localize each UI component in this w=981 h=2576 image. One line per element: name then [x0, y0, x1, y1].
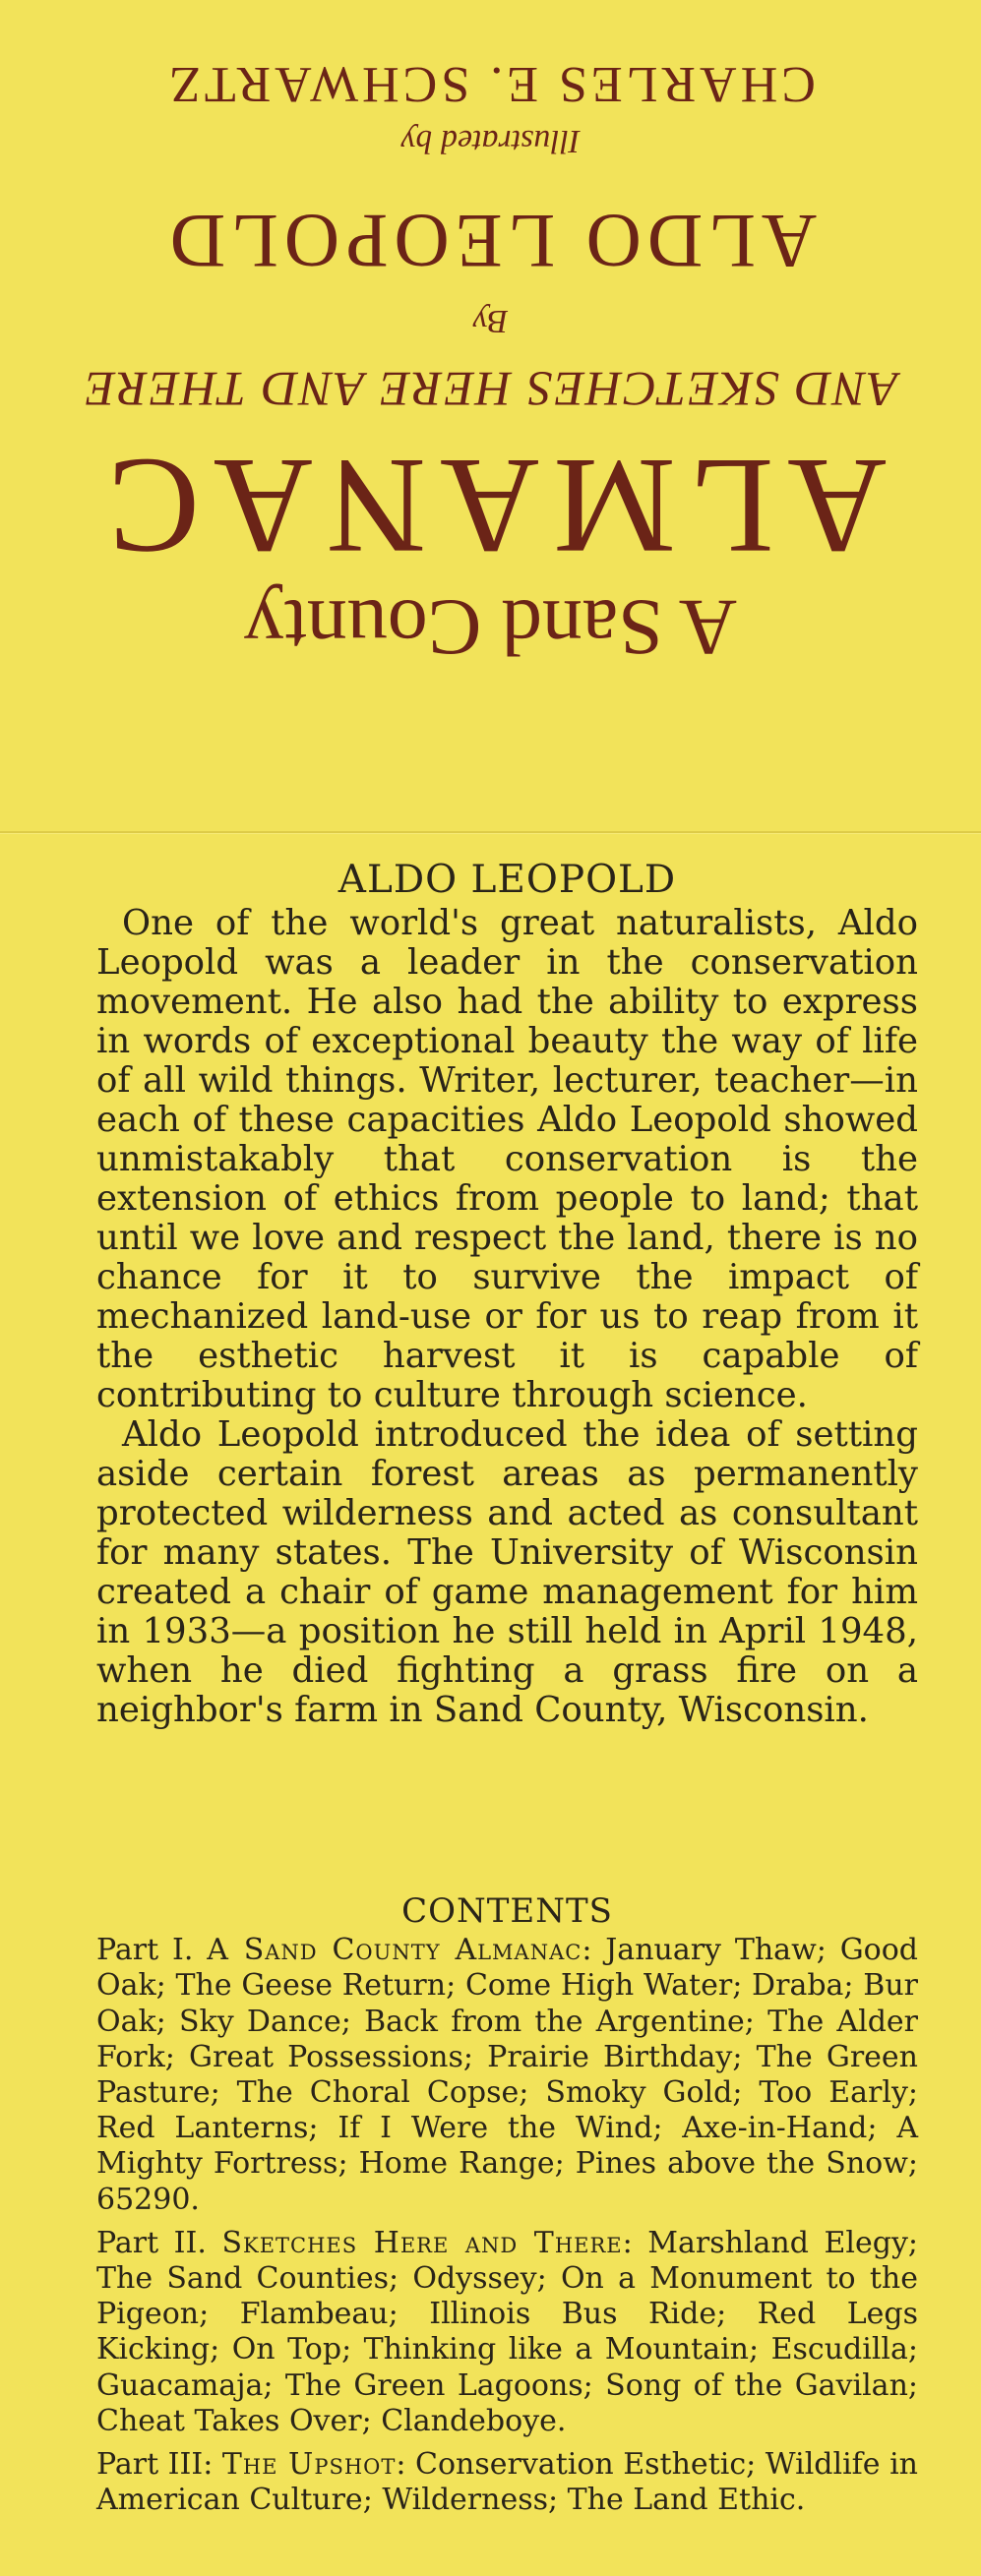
contents-part-3: [96, 2447, 918, 2518]
part-items: : January Thaw; Good Oak; The Geese Return; Come High Water; Draba; Bur Oak; Sky Dance; Back from the Argentine; The Alder Fork; Great Possessions; Prairie Birthday; The Green Pasture; The Choral Copse; Smoky Gold; Too Early; Red Lanterns; If I Were the Wind; Axe-in-Hand; A Mighty Fortress; Home Range; Pines above the Snow; 65290.: [96, 1933, 918, 2217]
part-label: Part III:: [96, 2447, 222, 2483]
author-bio: [96, 858, 918, 1730]
part-title: The Upshot: [221, 2447, 397, 2483]
contents-heading: CONTENTS: [401, 1891, 613, 1931]
bio-paragraph-1: One of the world's great naturalists, Aldo Leopold was a leader in the conservation movement. He also had the ability to express in words of exceptional beauty the way of life of all wild things. Writer, lecturer, teacher—in each of these capacities Aldo Leopold showed unmistakably that conservation is the extension of ethics from people to land; that until we love and respect the land, there is no chance for it to survive the impact of mechanized land-use or for us to reap from it the esthetic harvest it is capable of contributing to culture through science.: [96, 903, 918, 1415]
contents-part-1: [96, 1933, 918, 2218]
part-label: Part II.: [96, 2225, 222, 2260]
by-label: By: [472, 303, 509, 339]
upside-down-cover-panel: [0, 0, 981, 836]
book-title-line2: ALMANAC: [93, 430, 888, 582]
book-subtitle: AND SKETCHES HERE AND THERE: [83, 362, 898, 417]
cover-author: ALDO LEOPOLD: [163, 199, 818, 284]
part-title: A Sand County Almanac: [207, 1933, 582, 1968]
fold-line: [0, 831, 981, 833]
part-label: Part I.: [96, 1933, 208, 1968]
illustrated-by-label: Illustrated by: [400, 123, 581, 159]
book-title-line1: A Sand County: [243, 583, 738, 673]
part-title: Sketches Here and There: [221, 2225, 623, 2260]
bio-heading: ALDO LEOPOLD: [337, 858, 677, 902]
bio-paragraph-2: Aldo Leopold introduced the idea of setting aside certain forest areas as permanently protected wilderness and acted as consultant for many states. The University of Wisconsin created a chair of game management for him in 1933—a position he still held in April 1948, when he died fighting a grass fire on a neighbor's farm in Sand County, Wisconsin.: [96, 1414, 918, 1730]
part-items: : Conservation Esthetic; Wildlife in American Culture; Wilderness; The Land Ethic.: [96, 2447, 918, 2518]
part-items: : Marshland Elegy; The Sand Counties; Odyssey; On a Monument to the Pigeon; Flambeau; Illinois Bus Ride; Red Legs Kicking; On Top; Thinking like a Mountain; Escudilla; Guacamaja; The Green Lagoons; Song of the Gavilan; Cheat Takes Over; Clandeboye.: [96, 2225, 918, 2438]
cover-illustrator: CHARLES E. SCHWARTZ: [165, 56, 816, 112]
contents-part-2: [96, 2226, 918, 2439]
table-of-contents: [96, 1893, 918, 2526]
